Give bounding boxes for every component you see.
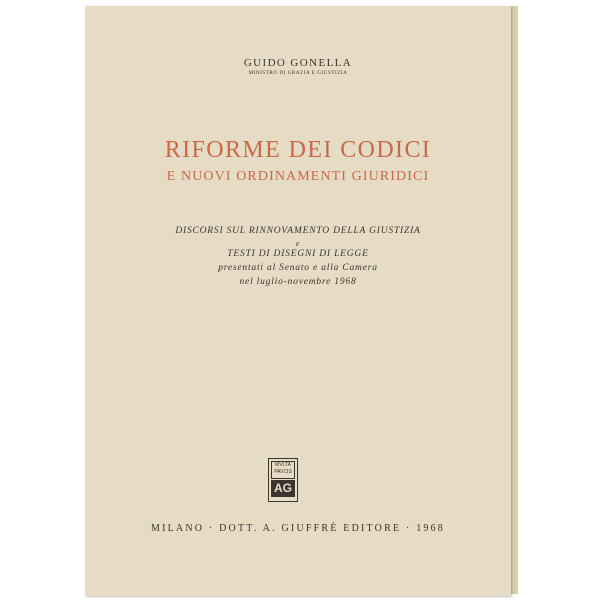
description-line-1: DISCORSI SUL RINNOVAMENTO DELLA GIUSTIZIA xyxy=(175,226,421,236)
book-subtitle: E NUOVI ORDINAMENTI GIURIDICI xyxy=(166,169,430,184)
description-conjunction: e xyxy=(295,239,301,248)
description-line-4: nel luglio-novembre 1968 xyxy=(239,277,357,287)
author-name: GUIDO GONELLA xyxy=(243,57,353,69)
book-title: RIFORME DEI CODICI xyxy=(164,137,432,163)
logo-motto-bottom: PAVCIS xyxy=(274,469,292,475)
logo-motto xyxy=(271,461,295,479)
description-line-2: TESTI DI DISEGNI DI LEGGE xyxy=(227,249,369,259)
publisher-logo xyxy=(268,458,298,502)
description-line-3: presentati al Senato e alla Camera xyxy=(218,263,378,273)
author-role: MINISTRO DI GRAZIA E GIUSTIZIA xyxy=(248,71,348,76)
publisher-line: MILANO · DOTT. A. GIUFFRÈ EDITORE · 1968 xyxy=(150,523,445,534)
logo-monogram: AG xyxy=(271,480,295,497)
title-page xyxy=(85,6,511,596)
logo-motto-top: MVLTA xyxy=(275,462,291,468)
